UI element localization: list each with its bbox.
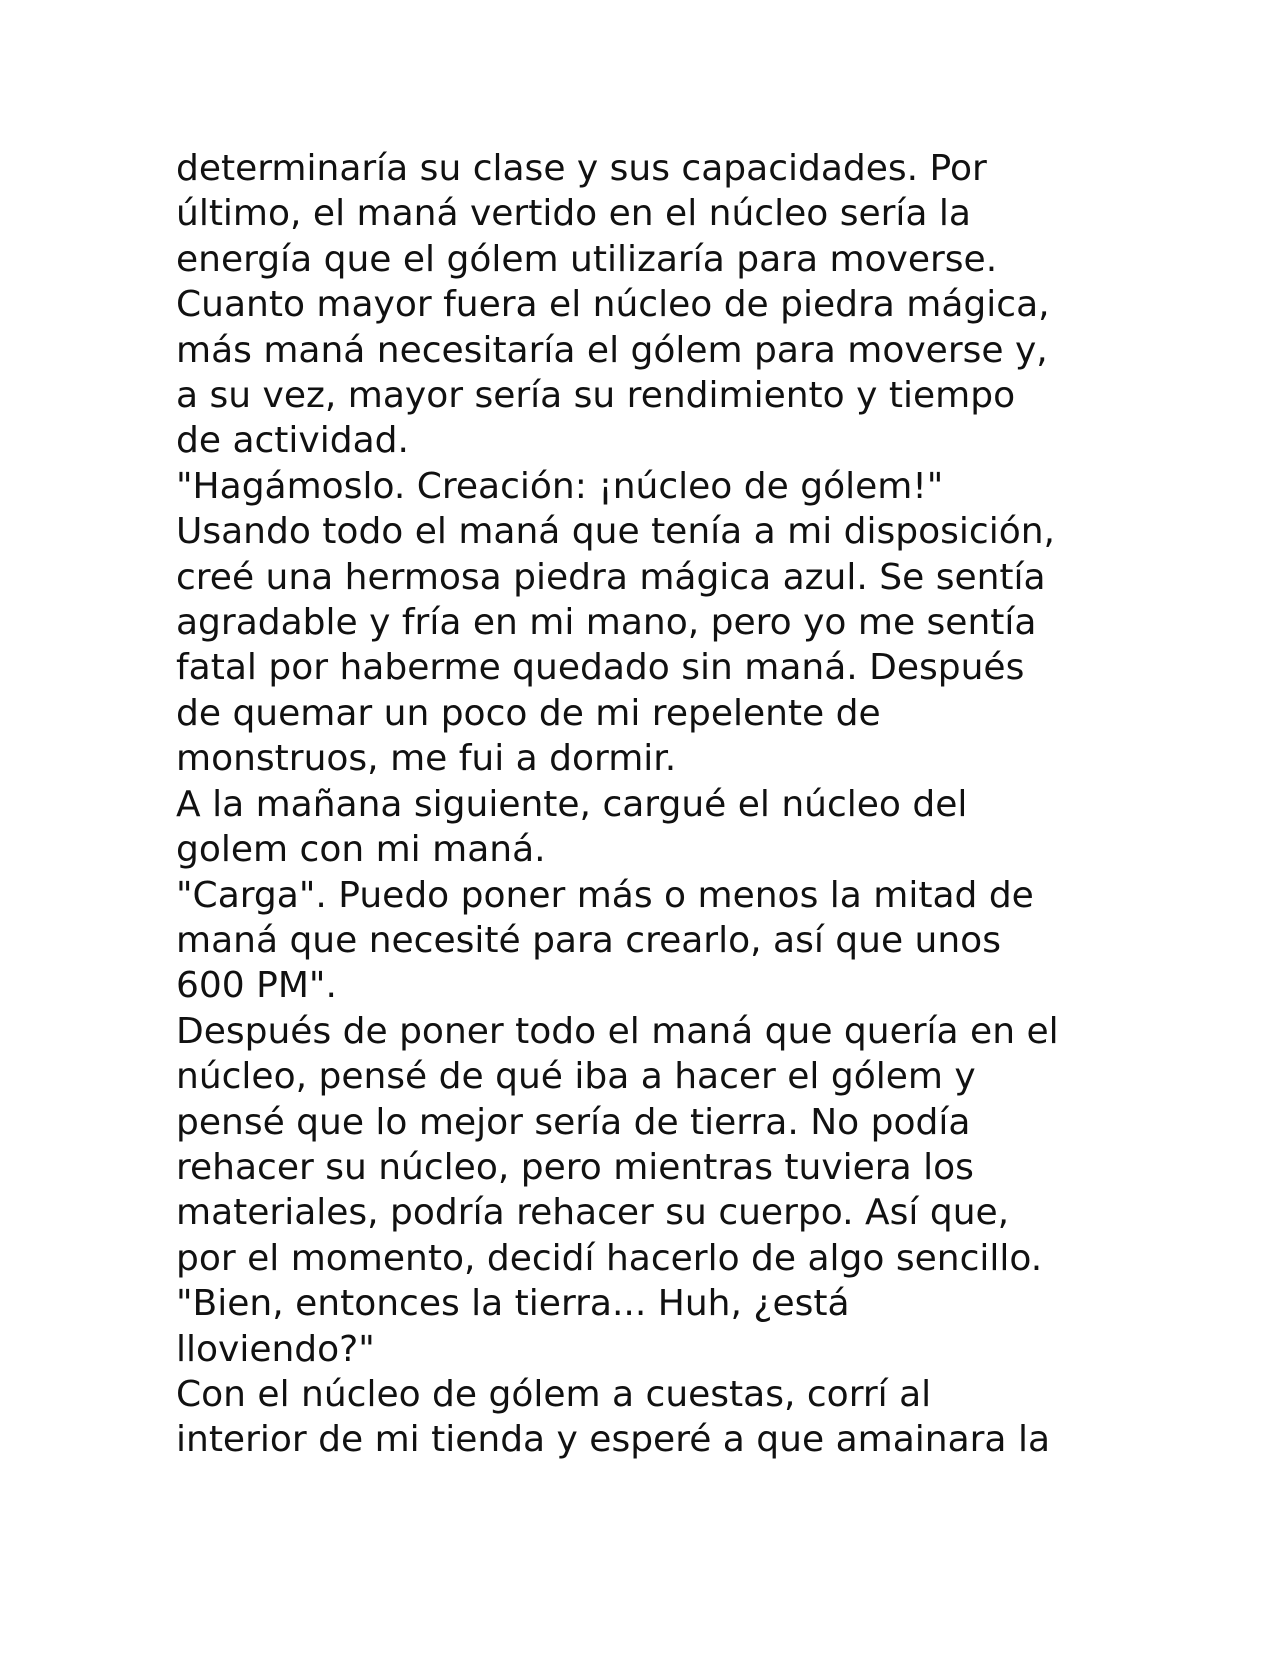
text-line: materiales, podría rehacer su cuerpo. Así que,: [176, 1192, 1010, 1234]
text-line: rehacer su núcleo, pero mientras tuviera los: [176, 1146, 974, 1188]
text-line: "Bien, entonces la tierra... Huh, ¿está: [176, 1283, 850, 1325]
text-line: pensé que lo mejor sería de tierra. No podía: [176, 1101, 971, 1143]
text-line: agradable y fría en mi mano, pero yo me sentía: [176, 602, 1037, 644]
text-line: monstruos, me fui a dormir.: [176, 738, 677, 780]
text-line: creé una hermosa piedra mágica azul. Se sentía: [176, 556, 1046, 598]
text-line: 600 PM".: [176, 965, 337, 1007]
text-line: por el momento, decidí hacerlo de algo sencillo.: [176, 1237, 1043, 1279]
text-line: a su vez, mayor sería su rendimiento y tiempo: [176, 375, 1016, 417]
text-line: Usando todo el maná que tenía a mi disposición,: [176, 511, 1055, 553]
body-text: [176, 146, 1136, 1463]
text-line: núcleo, pensé de qué iba a hacer el gólem y: [176, 1056, 976, 1098]
text-line: de quemar un poco de mi repelente de: [176, 692, 881, 734]
text-line: Con el núcleo de gólem a cuestas, corrí al: [176, 1373, 932, 1415]
text-line: maná que necesité para crearlo, así que unos: [176, 919, 1001, 961]
text-line: energía que el gólem utilizaría para moverse.: [176, 238, 998, 280]
text-line: fatal por haberme quedado sin maná. Después: [176, 647, 1025, 689]
text-line: golem con mi maná.: [176, 829, 546, 871]
text-line: de actividad.: [176, 420, 409, 462]
text-line: Cuanto mayor fuera el núcleo de piedra mágica,: [176, 284, 1050, 326]
text-line: interior de mi tienda y esperé a que amainara la: [176, 1419, 1051, 1461]
text-line: determinaría su clase y sus capacidades. Por: [176, 148, 987, 189]
text-line: A la mañana siguiente, cargué el núcleo del: [176, 783, 968, 825]
text-line: más maná necesitaría el gólem para moverse y,: [176, 329, 1048, 371]
text-line: Después de poner todo el maná que quería en el: [176, 1010, 1059, 1052]
text-line: "Carga". Puedo poner más o menos la mitad de: [176, 874, 1034, 916]
text-line: lloviendo?": [176, 1328, 375, 1370]
text-line: "Hagámoslo. Creación: ¡núcleo de gólem!": [176, 465, 944, 507]
text-line: último, el maná vertido en el núcleo sería la: [176, 193, 971, 235]
